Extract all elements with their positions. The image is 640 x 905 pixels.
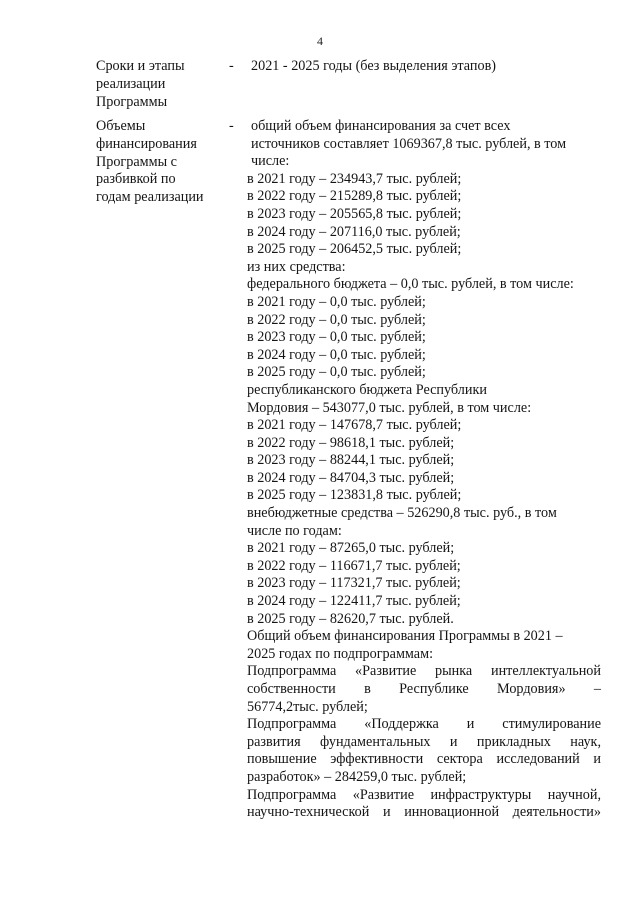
label-line: реализации <box>96 75 166 92</box>
value-line: республиканского бюджета Республики <box>247 381 487 398</box>
value-line: числе: <box>251 153 290 170</box>
value-line: развития фундаментальных и прикладных наук, <box>247 733 601 750</box>
label-line: разбивкой по <box>96 171 176 188</box>
value-line: 2025 годах по подпрограммам: <box>247 645 434 662</box>
value-line: в 2021 году – 0,0 тыс. рублей; <box>247 293 426 310</box>
subprogram-paragraph <box>247 716 601 786</box>
value-line: внебюджетные средства – 526290,8 тыс. руб., в том <box>247 505 557 522</box>
value-line: Подпрограмма «Развитие инфраструктуры научной, <box>247 786 601 803</box>
row-label-terms <box>96 58 216 111</box>
value-line: в 2024 году – 0,0 тыс. рублей; <box>247 346 426 363</box>
value-line: общий объем финансирования за счет всех <box>251 118 511 134</box>
value-line: в 2021 году – 87265,0 тыс. рублей; <box>247 540 455 557</box>
row-label-financing <box>96 118 216 207</box>
label-line: Сроки и этапы <box>96 58 185 74</box>
value-line: в 2025 году – 123831,8 тыс. рублей; <box>247 487 462 504</box>
label-line: годам реализации <box>96 189 204 206</box>
value-line: числе по годам: <box>247 522 342 539</box>
value-line: Подпрограмма «Поддержка и стимулирование <box>247 716 601 733</box>
value-line: в 2021 году – 234943,7 тыс. рублей; <box>247 170 462 187</box>
subprogram-paragraph <box>247 663 601 716</box>
row-dash: - <box>229 58 234 74</box>
value-line: в 2024 году – 207116,0 тыс. рублей; <box>247 223 461 240</box>
row-value-terms <box>247 58 601 76</box>
value-line: в 2025 году – 0,0 тыс. рублей; <box>247 364 426 381</box>
value-line: разработок» – 284259,0 тыс. рублей; <box>247 768 467 785</box>
page-number: 4 <box>317 34 323 48</box>
label-line: Программы <box>96 93 168 110</box>
value-line: в 2025 году – 206452,5 тыс. рублей; <box>247 241 462 258</box>
value-line: в 2023 году – 205565,8 тыс. рублей; <box>247 205 462 222</box>
value-line: 2021 - 2025 годы (без выделения этапов) <box>251 58 497 74</box>
value-line: в 2022 году – 215289,8 тыс. рублей; <box>247 188 462 205</box>
subprogram-paragraph <box>247 787 601 822</box>
label-line: Объемы <box>96 118 146 134</box>
value-line: Мордовия – 543077,0 тыс. рублей, в том числе: <box>247 399 532 416</box>
value-line: повышение эффективности сектора исследований и <box>247 751 601 768</box>
value-line: в 2022 году – 0,0 тыс. рублей; <box>247 311 426 328</box>
value-line: федерального бюджета – 0,0 тыс. рублей, в том числе: <box>247 276 574 293</box>
label-line: Программы с <box>96 153 177 170</box>
value-line: в 2024 году – 122411,7 тыс. рублей; <box>247 593 461 610</box>
value-line: в 2022 году – 116671,7 тыс. рублей; <box>247 557 461 574</box>
label-line: финансирования <box>96 135 197 152</box>
value-line: из них средства: <box>247 258 346 275</box>
value-line: собственности в Республике Мордовия» – <box>247 681 601 697</box>
value-line: в 2022 году – 98618,1 тыс. рублей; <box>247 434 455 451</box>
value-line: в 2023 году – 0,0 тыс. рублей; <box>247 329 426 346</box>
value-line: научно-технической и инновационной деятельности» <box>247 804 601 821</box>
value-line: источников составляет 1069367,8 тыс. рублей, в том <box>251 135 567 152</box>
value-line: в 2021 году – 147678,7 тыс. рублей; <box>247 417 462 434</box>
value-line: в 2024 году – 84704,3 тыс. рублей; <box>247 469 455 486</box>
row-dash: - <box>229 118 234 134</box>
value-line: Общий объем финансирования Программы в 2021 – <box>247 628 563 645</box>
value-line: Подпрограмма «Развитие рынка интеллектуальной <box>247 663 601 680</box>
value-line: 56774,2тыс. рублей; <box>247 698 368 715</box>
value-line: в 2023 году – 117321,7 тыс. рублей; <box>247 575 461 592</box>
value-line: в 2023 году – 88244,1 тыс. рублей; <box>247 452 455 469</box>
value-line: в 2025 году – 82620,7 тыс. рублей. <box>247 610 454 627</box>
row-value-financing <box>247 118 601 822</box>
